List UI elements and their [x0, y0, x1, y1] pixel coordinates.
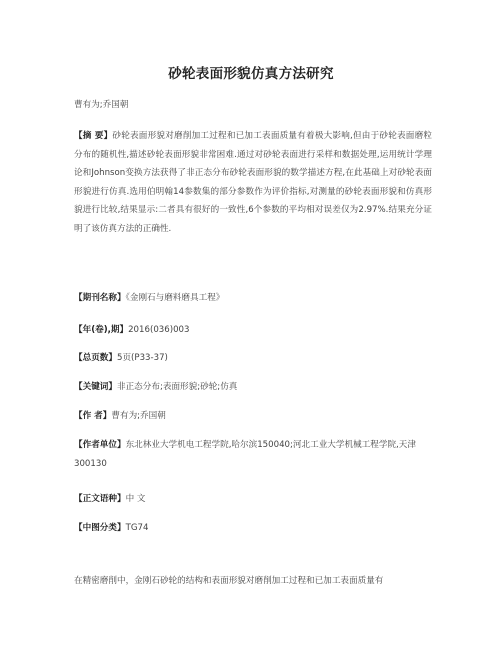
- field-pages: [74, 349, 432, 368]
- field-value: 2016(036)003: [128, 325, 190, 335]
- field-value: 中 文: [125, 494, 146, 504]
- body-paragraph: 在精密磨削中，金刚石砂轮的结构和表面形貌对磨削加工过程和已加工表面质量有: [74, 576, 384, 586]
- abstract: [74, 127, 432, 239]
- field-affiliation: [74, 436, 432, 473]
- field-classification: [74, 519, 432, 538]
- field-year-volume-issue: [74, 321, 432, 340]
- field-label: 【中图分类】: [74, 523, 126, 533]
- abstract-label: 【摘 要】: [74, 131, 113, 141]
- field-label: 【作 者】: [74, 411, 112, 421]
- field-value: 曹有为;乔国朝: [111, 411, 166, 421]
- field-label: 【总页数】: [74, 353, 117, 363]
- field-keywords: [74, 378, 432, 397]
- field-authors: [74, 407, 432, 426]
- field-value: 东北林业大学机电工程学院,哈尔滨150040;河北工业大学机械工程学院,天津300130: [74, 440, 416, 469]
- field-label: 【正文语种】: [74, 494, 126, 504]
- field-language: [74, 490, 432, 509]
- paper-authors: 曹有为;乔国朝: [74, 100, 129, 110]
- abstract-text: 砂轮表面形貌对磨削加工过程和已加工表面质量有着极大影响,但由于砂轮表面磨粒分布的随机性,描述砂轮表面形貌非常困难.通过对砂轮表面进行采样和数据处理,运用统计学理论和Johnson变换方法获得了非正态分布砂轮表面形貌的数学描述方程,在此基础上对砂轮表面形貌进行仿真.选用伯明翰14参数集的部分参数作为评价指标,对测量的砂轮表面形貌和仿真形貌进行比较,结果显示:二者具有很好的一致性,6个参数的平均相对误差仅为2.97%.结果充分证明了该仿真方法的正确性.: [74, 131, 432, 234]
- field-value: TG74: [125, 523, 149, 533]
- field-value: 《金刚石与磨料磨具工程》: [125, 293, 225, 303]
- field-label: 【关键词】: [74, 382, 117, 392]
- field-label: 【期刊名称】: [74, 293, 126, 303]
- field-label: 【作者单位】: [74, 440, 126, 450]
- field-journal: [74, 289, 432, 308]
- field-value: 非正态分布;表面形貌;砂轮;仿真: [116, 382, 238, 392]
- paper-title: 砂轮表面形貌仿真方法研究: [168, 66, 334, 82]
- field-label: 【年(卷),期】: [74, 325, 129, 335]
- field-value: 5页(P33-37): [116, 353, 168, 363]
